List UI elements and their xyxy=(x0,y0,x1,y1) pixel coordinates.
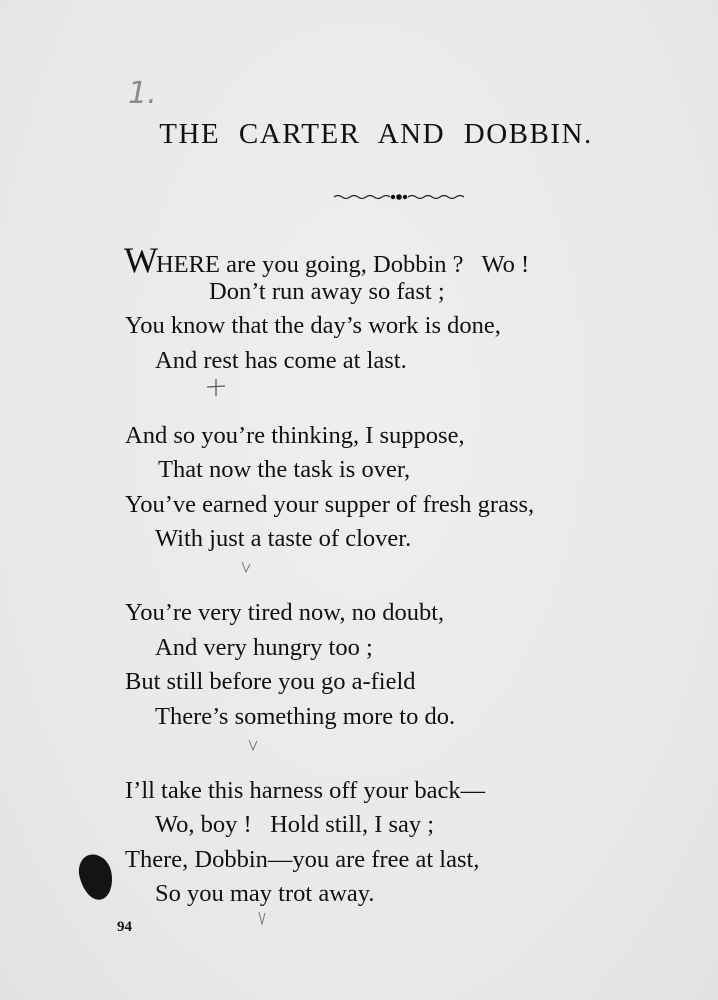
poem-line: And very hungry too ; xyxy=(155,634,373,661)
poem-line: So you may trot away. xyxy=(155,880,375,907)
poem-line: You’ve earned your supper of fresh grass, xyxy=(125,491,535,518)
pencil-tick-mark-icon xyxy=(247,738,259,752)
poem-line: Don’t run away so fast ; xyxy=(209,278,445,305)
poem-line: That now the task is over, xyxy=(158,456,411,483)
ornament-divider-icon xyxy=(332,190,466,204)
poem-line: I’ll take this harness off your back— xyxy=(125,777,486,804)
poem-title: THE CARTER AND DOBBIN. xyxy=(159,118,593,150)
pencil-tick-mark-icon xyxy=(256,910,268,926)
poem-line: You’re very tired now, no doubt, xyxy=(125,599,445,626)
poem-line: But still before you go a-field xyxy=(125,668,416,695)
poem-line: And so you’re thinking, I suppose, xyxy=(125,422,465,449)
drop-cap: W xyxy=(124,240,156,280)
poem-line: There, Dobbin—you are free at last, xyxy=(125,846,480,873)
poem-line: There’s something more to do. xyxy=(155,703,456,730)
ink-blot xyxy=(76,851,117,903)
poem-line: And rest has come at last. xyxy=(155,347,407,374)
poem-line-text: HERE are you going, Dobbin ? Wo ! xyxy=(155,251,530,278)
poem-line xyxy=(124,242,529,278)
pencil-cross-mark-icon xyxy=(205,376,227,398)
poem-line: You know that the day’s work is done, xyxy=(125,312,501,339)
page-number: 94 xyxy=(117,919,132,935)
pencil-tick-mark-icon xyxy=(240,560,252,574)
poem-line: With just a taste of clover. xyxy=(155,525,412,552)
handwritten-mark: 1. xyxy=(128,76,157,111)
poem-line: Wo, boy ! Hold still, I say ; xyxy=(155,811,435,838)
